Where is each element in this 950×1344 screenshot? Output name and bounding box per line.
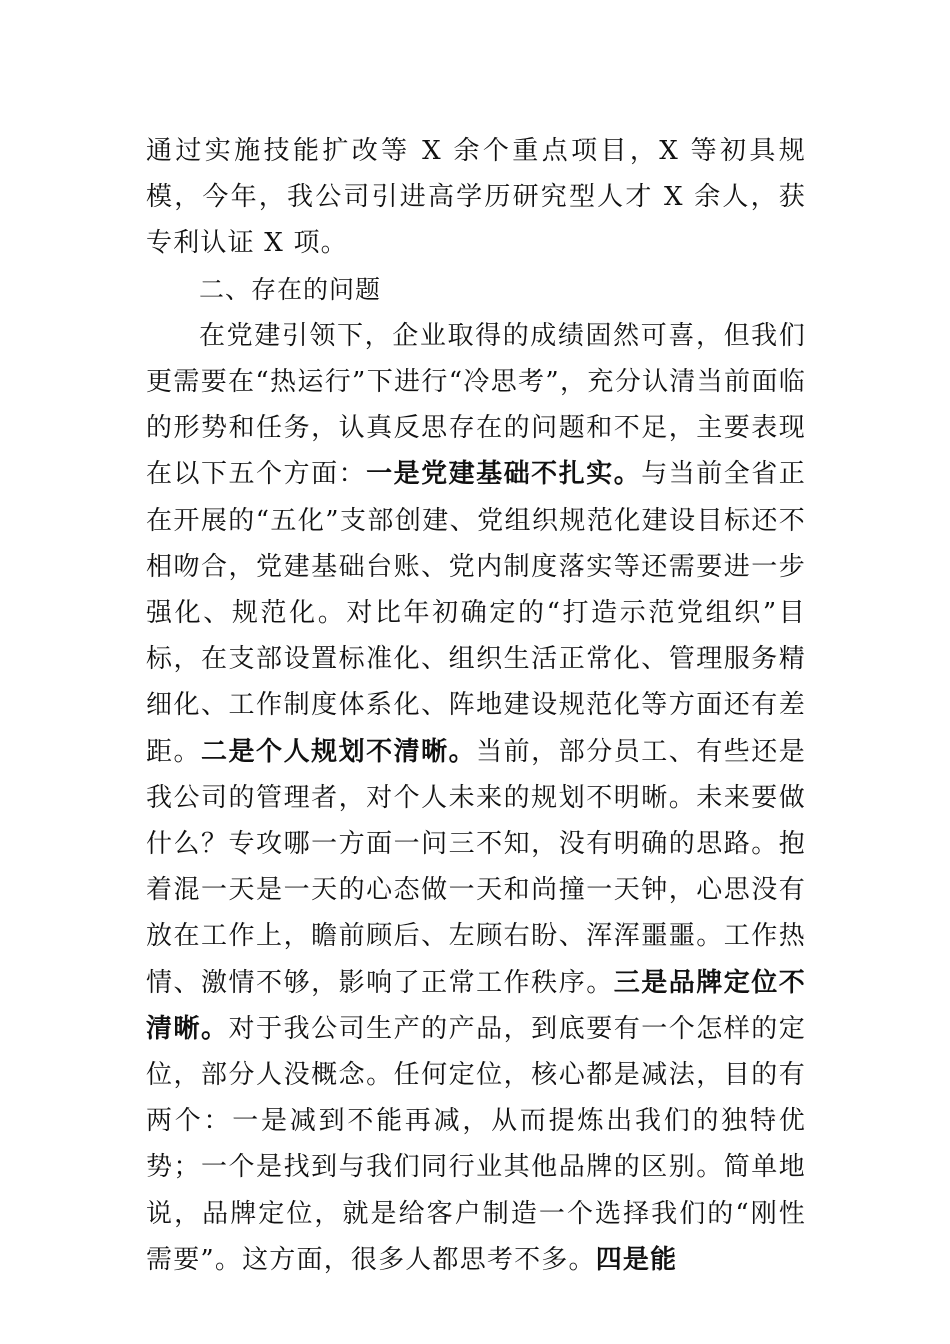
problems-text-1: 在党建引领下，企业取得的成绩固然可喜，但我们更需要在“热运行”下进行“冷思考”，充分认清当前面临的形势和任务，认真反思存在的问题和不足，主要表现在以下五个方面： — [146, 320, 806, 490]
problem-4-title: 四是能 — [595, 1244, 678, 1275]
section-heading-problems: 二、存在的问题 — [199, 274, 382, 304]
problems-text-3: 当前，部分员工、有些还是我公司的管理者，对个人未来的规划不明晰。未来要做什么？专攻哪一方面一问三不知，没有明确的思路。抱着混一天是一天的心态做一天和尚撞一天钟，心思没有放在工作上，瞻前顾后、左顾右盼、浑浑噩噩。工作热情、激情不够，影响了正常工作秩序。 — [146, 736, 806, 998]
problems-text-2: 与当前全省正在开展的“五化”支部创建、党组织规范化建设目标还不相吻合，党建基础台账、党内制度落实等还需要进一步强化、规范化。对比年初确定的“打造示范党组织”目标，在支部设置标准化、组织生活正常化、管理服务精细化、工作制度体系化、阵地建设规范化等方面还有差距。 — [146, 459, 806, 767]
problem-3-title: 三是品牌定位不清晰。 — [146, 967, 806, 1044]
paragraph-intro: 通过实施技能扩改等 X 余个重点项目，X 等初具规模，今年，我公司引进高学历研究型人才 X 余人，获专利认证 X 项。 — [146, 136, 806, 259]
document-page — [146, 128, 806, 1283]
problems-text-4: 对于我公司生产的产品，到底要有一个怎样的定位，部分人没概念。任何定位，核心都是减法，目的有两个：一是减到不能再减，从而提炼出我们的独特优势；一个是找到与我们同行业其他品牌的区别。简单地说，品牌定位，就是给客户制造一个选择我们的“刚性需要”。这方面，很多人都思考不多。 — [146, 1013, 806, 1275]
problem-1-title: 一是党建基础不扎实。 — [366, 459, 642, 490]
paragraph-problems — [146, 313, 806, 1283]
problem-2-title: 二是个人规划不清晰。 — [201, 736, 477, 767]
